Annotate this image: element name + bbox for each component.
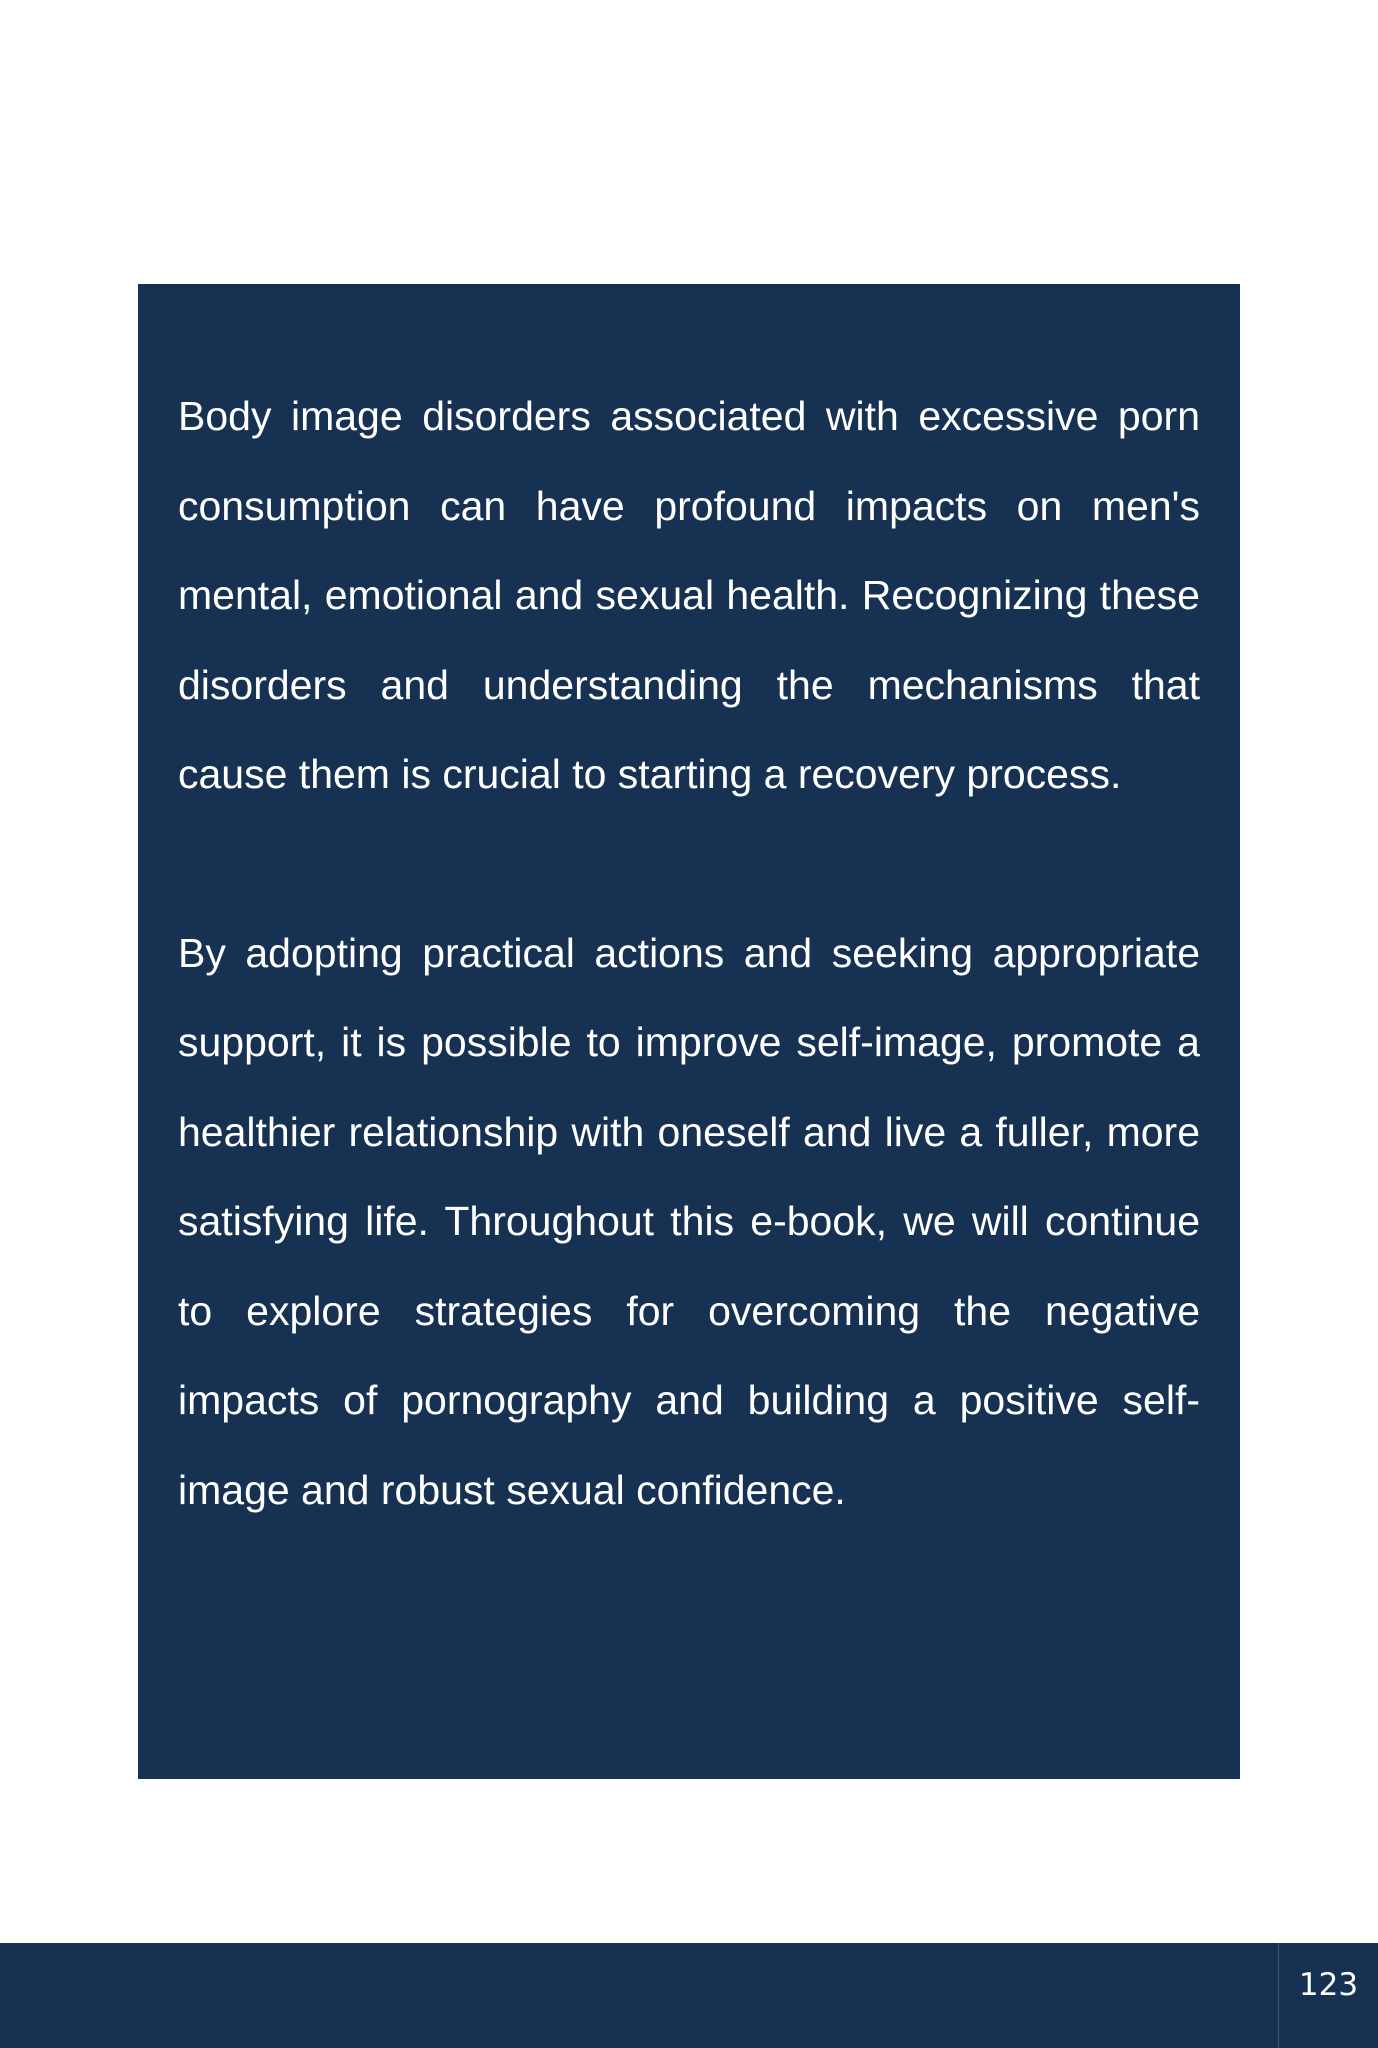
footer-bar: [0, 1943, 1378, 2048]
conclusion-paragraph: By adopting practical actions and seeking appropriate support, it is possible to improve self-image, promote a healthier relationship with oneself and live a fuller, more satisfying life. Throughout this e-book, we will continue to explore strategies for overcoming the negative impacts of pornography and building a positive self-image and robust sexual confidence.: [178, 929, 1200, 1513]
page-number: 123: [1298, 1967, 1359, 2003]
intro-paragraph: Body image disorders associated with excessive porn consumption can have profound impacts on men's mental, emotional and sexual health. Recognizing these disorders and understanding the mechanisms that cause them is crucial to starting a recovery process.: [178, 393, 1200, 797]
content-panel: [138, 284, 1240, 1779]
